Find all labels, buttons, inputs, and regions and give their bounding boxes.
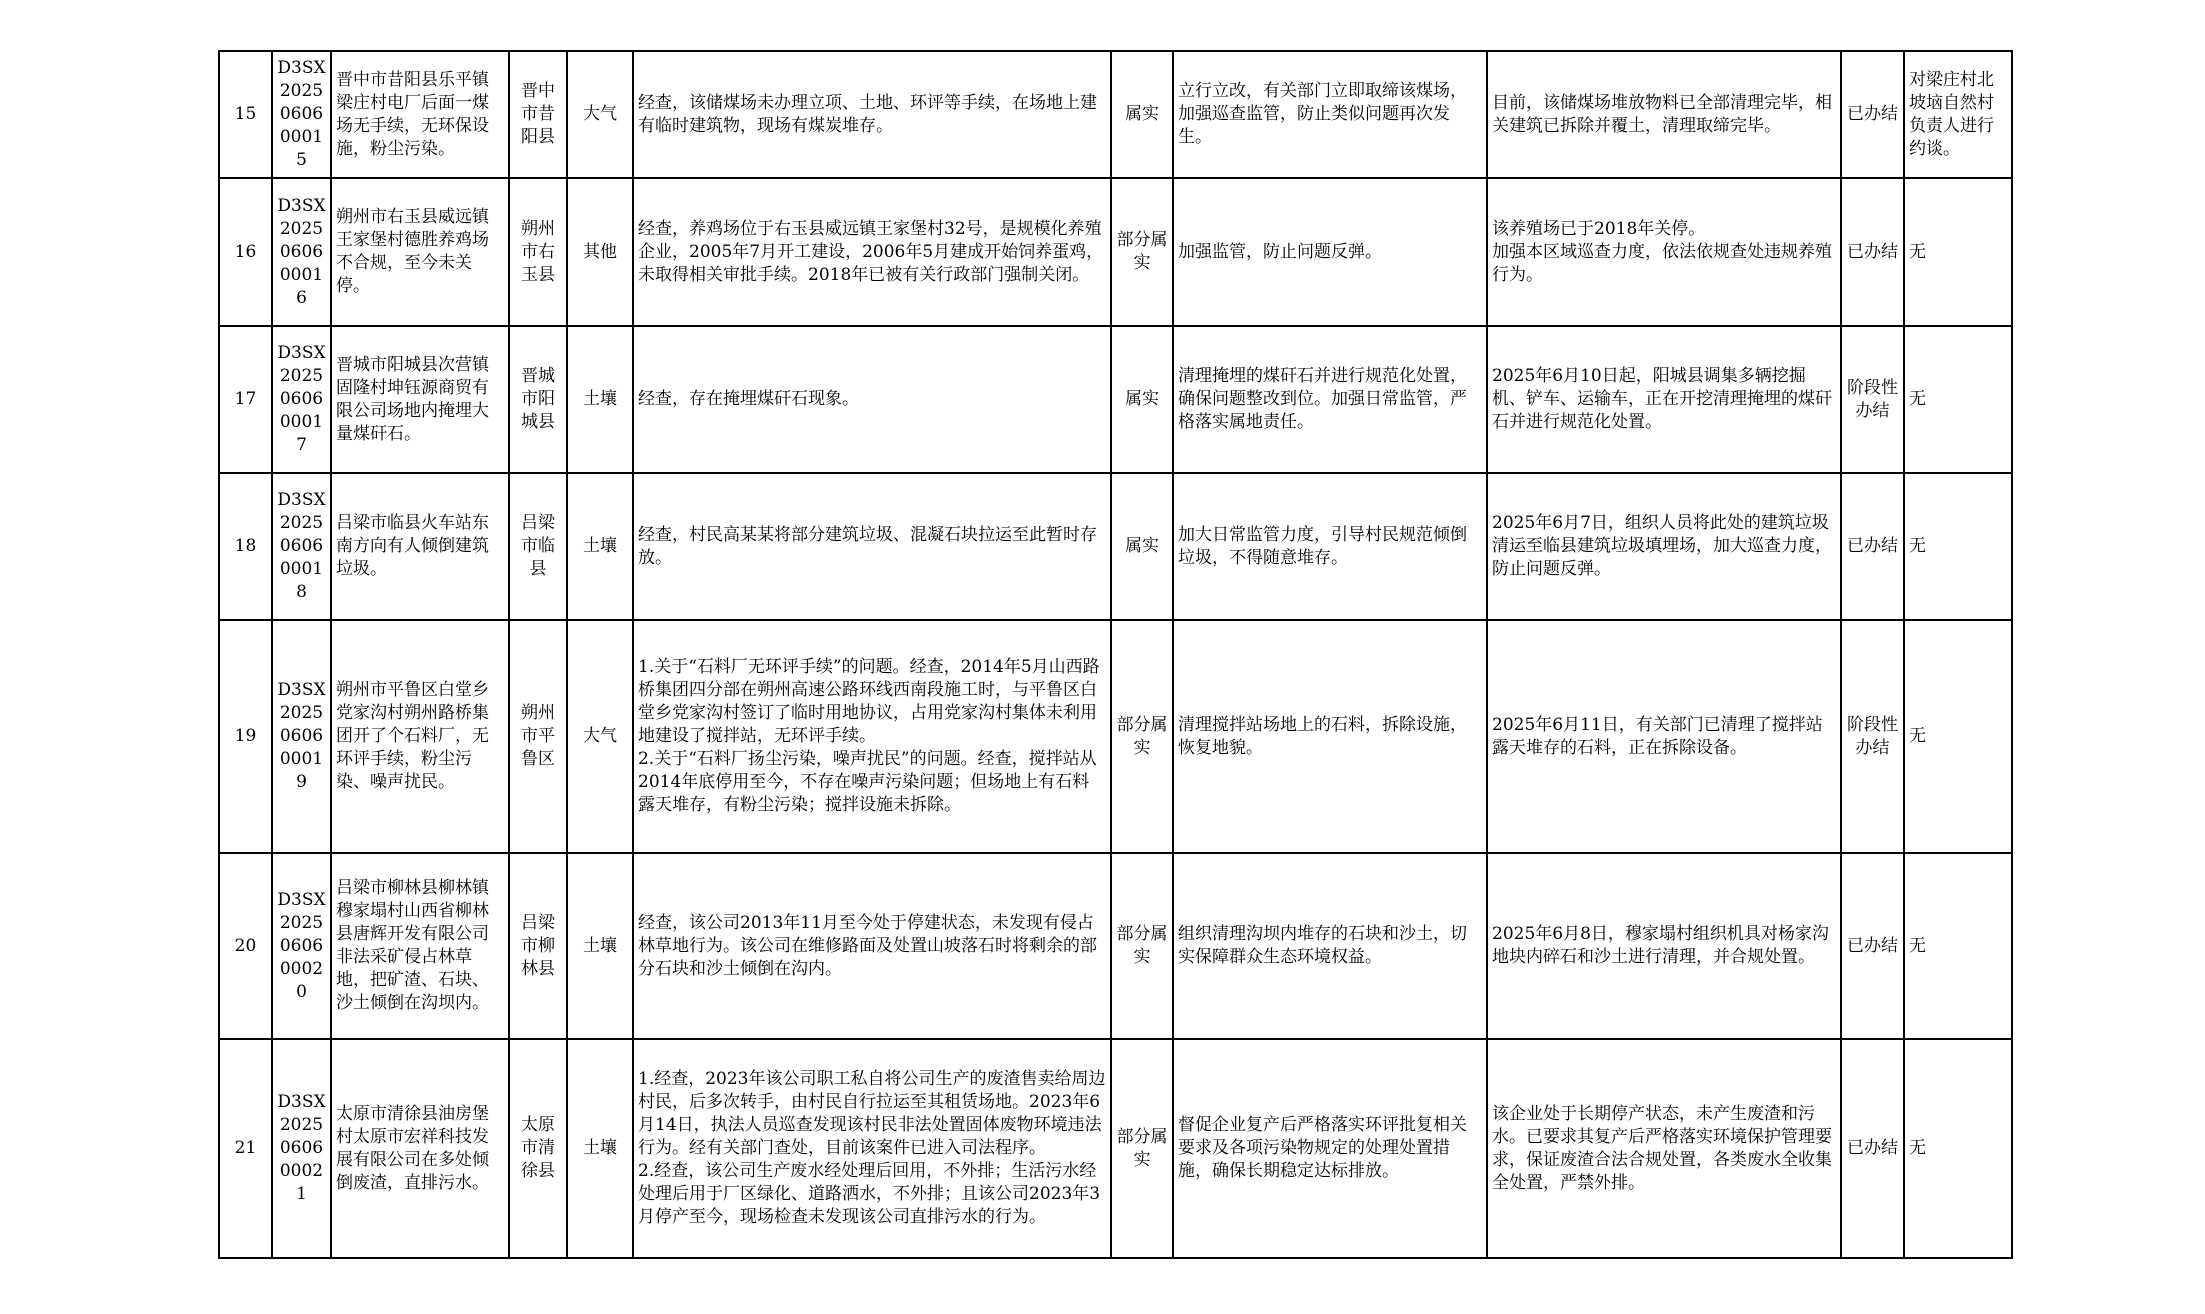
case-status-cell: 阶段性办结: [1841, 620, 1904, 853]
verification-result-cell: 部分属实: [1111, 1039, 1173, 1258]
administrative-area-cell: 晋中市昔阳县: [509, 51, 567, 178]
table-row: [219, 51, 2012, 178]
investigation-finding-cell: 经查，该公司2013年11月至今处于停建状态，未发现有侵占林草地行为。该公司在维修路面及处置山坡落石时将剩余的部分石块和沙土倾倒在沟内。: [633, 853, 1111, 1039]
case-number-cell: 15: [219, 51, 272, 178]
case-code-cell: D3SX2025060600018: [272, 473, 331, 620]
table-row: [219, 326, 2012, 473]
administrative-area-cell: 朔州市右玉县: [509, 178, 567, 326]
case-number-cell: 20: [219, 853, 272, 1039]
pollution-type-cell: 土壤: [567, 326, 633, 473]
administrative-area-cell: 朔州市平鲁区: [509, 620, 567, 853]
case-status-cell: 已办结: [1841, 1039, 1904, 1258]
table-row: [219, 473, 2012, 620]
investigation-finding-cell: 经查，该储煤场未办理立项、土地、环评等手续，在场地上建有临时建筑物，现场有煤炭堆存。: [633, 51, 1111, 178]
case-code-cell: D3SX2025060600020: [272, 853, 331, 1039]
rectification-progress-cell: 2025年6月11日，有关部门已清理了搅拌站露天堆存的石料，正在拆除设备。: [1487, 620, 1841, 853]
rectification-progress-cell: 目前，该储煤场堆放物料已全部清理完毕，相关建筑已拆除并覆土，清理取缔完毕。: [1487, 51, 1841, 178]
accountability-cell: 无: [1904, 326, 2012, 473]
investigation-finding-cell: 经查，存在掩埋煤矸石现象。: [633, 326, 1111, 473]
verification-result-cell: 属实: [1111, 326, 1173, 473]
rectification-requirement-cell: 组织清理沟坝内堆存的石块和沙土，切实保障群众生态环境权益。: [1173, 853, 1487, 1039]
investigation-finding-cell: 1.经查，2023年该公司职工私自将公司生产的废渣售卖给周边村民，后多次转手，由村民自行拉运至其租赁场地。2023年6月14日，执法人员巡查发现该村民非法处置固体废物环境违法行为。经有关部门查处，目前该案件已进入司法程序。 2.经查，该公司生产废水经处理后回用，不外排；生活污水经处理后用于厂区绿化、道路洒水，不外排；且该公司2023年3月停产至今，现场检查未发现该公司直排污水的行为。: [633, 1039, 1111, 1258]
verification-result-cell: 部分属实: [1111, 620, 1173, 853]
pollution-type-cell: 土壤: [567, 1039, 633, 1258]
case-code-cell: D3SX2025060600016: [272, 178, 331, 326]
verification-result-cell: 部分属实: [1111, 853, 1173, 1039]
case-code-cell: D3SX2025060600017: [272, 326, 331, 473]
pollution-type-cell: 土壤: [567, 853, 633, 1039]
investigation-finding-cell: 1.关于“石料厂无环评手续”的问题。经查，2014年5月山西路桥集团四分部在朔州高速公路环线西南段施工时，与平鲁区白堂乡党家沟村签订了临时用地协议，占用党家沟村集体未利用地建设了搅拌站，无环评手续。 2.关于“石料厂扬尘污染，噪声扰民”的问题。经查，搅拌站从2014年底停用至今，不存在噪声污染问题；但场地上有石料露天堆存，有粉尘污染；搅拌设施未拆除。: [633, 620, 1111, 853]
table-row: [219, 178, 2012, 326]
accountability-cell: 无: [1904, 473, 2012, 620]
rectification-requirement-cell: 清理搅拌站场地上的石料，拆除设施，恢复地貌。: [1173, 620, 1487, 853]
rectification-requirement-cell: 清理掩埋的煤矸石并进行规范化处置，确保问题整改到位。加强日常监管，严格落实属地责任。: [1173, 326, 1487, 473]
case-number-cell: 19: [219, 620, 272, 853]
case-code-cell: D3SX2025060600019: [272, 620, 331, 853]
pollution-type-cell: 土壤: [567, 473, 633, 620]
rectification-progress-cell: 该企业处于长期停产状态，未产生废渣和污水。已要求其复产后严格落实环境保护管理要求，保证废渣合法合规处置，各类废水全收集全处置，严禁外排。: [1487, 1039, 1841, 1258]
case-status-cell: 阶段性办结: [1841, 326, 1904, 473]
case-number-cell: 18: [219, 473, 272, 620]
case-status-cell: 已办结: [1841, 51, 1904, 178]
case-status-cell: 已办结: [1841, 178, 1904, 326]
pollution-type-cell: 大气: [567, 620, 633, 853]
complaint-description-cell: 晋中市昔阳县乐平镇梁庄村电厂后面一煤场无手续，无环保设施，粉尘污染。: [331, 51, 509, 178]
pollution-type-cell: 其他: [567, 178, 633, 326]
investigation-finding-cell: 经查，村民高某某将部分建筑垃圾、混凝石块拉运至此暂时存放。: [633, 473, 1111, 620]
complaint-description-cell: 朔州市右玉县威远镇王家堡村德胜养鸡场不合规，至今未关停。: [331, 178, 509, 326]
complaint-table: [218, 50, 2013, 1259]
verification-result-cell: 部分属实: [1111, 178, 1173, 326]
complaint-description-cell: 吕梁市临县火车站东南方向有人倾倒建筑垃圾。: [331, 473, 509, 620]
case-number-cell: 21: [219, 1039, 272, 1258]
table-row: [219, 620, 2012, 853]
rectification-requirement-cell: 加大日常监管力度，引导村民规范倾倒垃圾，不得随意堆存。: [1173, 473, 1487, 620]
accountability-cell: 无: [1904, 178, 2012, 326]
complaint-description-cell: 吕梁市柳林县柳林镇穆家塌村山西省柳林县唐辉开发有限公司非法采矿侵占林草地，把矿渣、石块、沙土倾倒在沟坝内。: [331, 853, 509, 1039]
table-row: [219, 853, 2012, 1039]
verification-result-cell: 属实: [1111, 51, 1173, 178]
complaint-description-cell: 朔州市平鲁区白堂乡党家沟村朔州路桥集团开了个石料厂，无环评手续，粉尘污染、噪声扰民。: [331, 620, 509, 853]
rectification-progress-cell: 2025年6月8日，穆家塌村组织机具对杨家沟地块内碎石和沙土进行清理，并合规处置。: [1487, 853, 1841, 1039]
case-code-cell: D3SX2025060600021: [272, 1039, 331, 1258]
administrative-area-cell: 吕梁市临县: [509, 473, 567, 620]
accountability-cell: 无: [1904, 620, 2012, 853]
complaint-description-cell: 晋城市阳城县次营镇固隆村坤钰源商贸有限公司场地内掩埋大量煤矸石。: [331, 326, 509, 473]
administrative-area-cell: 吕梁市柳林县: [509, 853, 567, 1039]
verification-result-cell: 属实: [1111, 473, 1173, 620]
accountability-cell: 对梁庄村北坡垴自然村负责人进行约谈。: [1904, 51, 2012, 178]
complaint-description-cell: 太原市清徐县油房堡村太原市宏祥科技发展有限公司在多处倾倒废渣，直排污水。: [331, 1039, 509, 1258]
case-number-cell: 17: [219, 326, 272, 473]
accountability-cell: 无: [1904, 853, 2012, 1039]
rectification-requirement-cell: 督促企业复产后严格落实环评批复相关要求及各项污染物规定的处理处置措施，确保长期稳定达标排放。: [1173, 1039, 1487, 1258]
table-row: [219, 1039, 2012, 1258]
rectification-progress-cell: 该养殖场已于2018年关停。 加强本区域巡查力度，依法依规查处违规养殖行为。: [1487, 178, 1841, 326]
rectification-progress-cell: 2025年6月7日，组织人员将此处的建筑垃圾清运至临县建筑垃圾填埋场，加大巡查力度，防止问题反弹。: [1487, 473, 1841, 620]
pollution-type-cell: 大气: [567, 51, 633, 178]
case-code-cell: D3SX2025060600015: [272, 51, 331, 178]
rectification-requirement-cell: 立行立改，有关部门立即取缔该煤场，加强巡查监管，防止类似问题再次发生。: [1173, 51, 1487, 178]
case-status-cell: 已办结: [1841, 853, 1904, 1039]
rectification-progress-cell: 2025年6月10日起，阳城县调集多辆挖掘机、铲车、运输车，正在开挖清理掩埋的煤矸石并进行规范化处置。: [1487, 326, 1841, 473]
case-number-cell: 16: [219, 178, 272, 326]
rectification-requirement-cell: 加强监管，防止问题反弹。: [1173, 178, 1487, 326]
investigation-finding-cell: 经查，养鸡场位于右玉县威远镇王家堡村32号，是规模化养殖企业，2005年7月开工建设，2006年5月建成开始饲养蛋鸡，未取得相关审批手续。2018年已被有关行政部门强制关闭。: [633, 178, 1111, 326]
administrative-area-cell: 太原市清徐县: [509, 1039, 567, 1258]
case-status-cell: 已办结: [1841, 473, 1904, 620]
accountability-cell: 无: [1904, 1039, 2012, 1258]
administrative-area-cell: 晋城市阳城县: [509, 326, 567, 473]
